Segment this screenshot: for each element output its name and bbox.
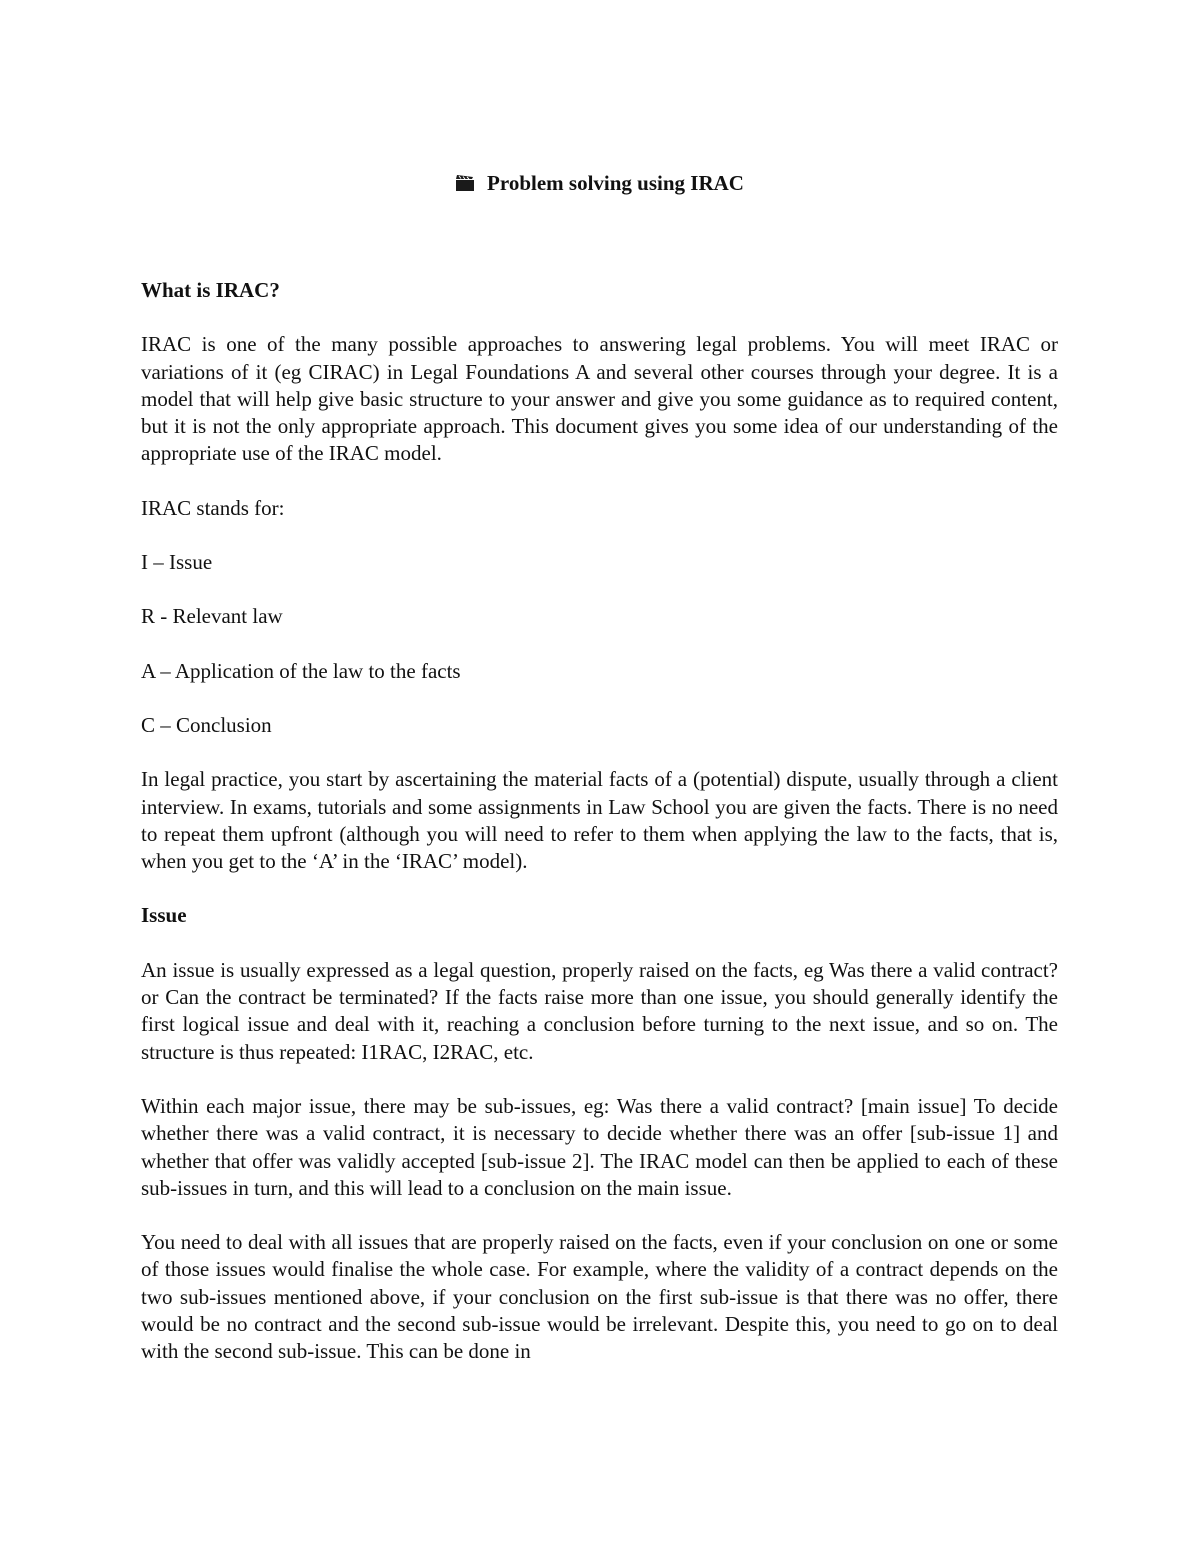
heading-issue: Issue [141, 903, 187, 928]
heading-what-is-irac: What is IRAC? [141, 278, 280, 302]
irac-item-conclusion: C – Conclusion [141, 712, 272, 737]
document-title-row [141, 168, 1058, 200]
issue-paragraph: You need to deal with all issues that are properly raised on the facts, even if your conclusion on one or some of those issues would finalise the whole case. For example, where the validity of a contract depends on the two sub-issues mentioned above, if your conclusion on the first sub-issue is that there was no offer, there would be no contract and the second sub-issue would be irrelevant. Despite this, you need to go on to deal with the second sub-issue. This can be done in [141, 1230, 1058, 1364]
document-body [141, 277, 1058, 1393]
irac-item-issue: I – Issue [141, 550, 213, 575]
irac-item-relevant-law: R - Relevant law [141, 604, 283, 629]
intro-paragraph: IRAC is one of the many possible approaches to answering legal problems. You will meet IRAC or variations of it (eg CIRAC) in Legal Foundations A and several other courses through your degree. It is a model that will help give basic structure to your answer and give you some guidance as to required content, but it is not the only appropriate approach. This document gives you some idea of our understanding of the appropriate use of the IRAC model. [141, 332, 1058, 466]
irac-item-application: A – Application of the law to the facts [141, 658, 461, 683]
issue-paragraph: An issue is usually expressed as a legal question, properly raised on the facts, eg Was there a valid contract? or Can the contract be terminated? If the facts raise more than one issue, you should generally identify the first logical issue and deal with it, reaching a conclusion before turning to the next issue, and so on. The structure is thus repeated: I1RAC, I2RAC, etc. [141, 957, 1058, 1064]
document-title: Problem solving using IRAC [487, 171, 744, 195]
issue-paragraph: Within each major issue, there may be sub-issues, eg: Was there a valid contract? [main issue] To decide whether there was a valid contract, it is necessary to decide whether there was an offer [sub-issue 1] and whether that offer was validly accepted [sub-issue 2]. The IRAC model can then be applied to each of these sub-issues in turn, and this will lead to a conclusion on the main issue. [141, 1093, 1058, 1200]
stands-for-line: IRAC stands for: [141, 495, 285, 520]
clapperboard-icon [455, 170, 475, 200]
practice-paragraph: In legal practice, you start by ascertaining the material facts of a (potential) dispute, usually through a client interview. In exams, tutorials and some assignments in Law School you are given the facts. There is no need to repeat them upfront (although you will need to refer to them when applying the law to the facts, that is, when you get to the ‘A’ in the ‘IRAC’ model). [141, 767, 1058, 874]
